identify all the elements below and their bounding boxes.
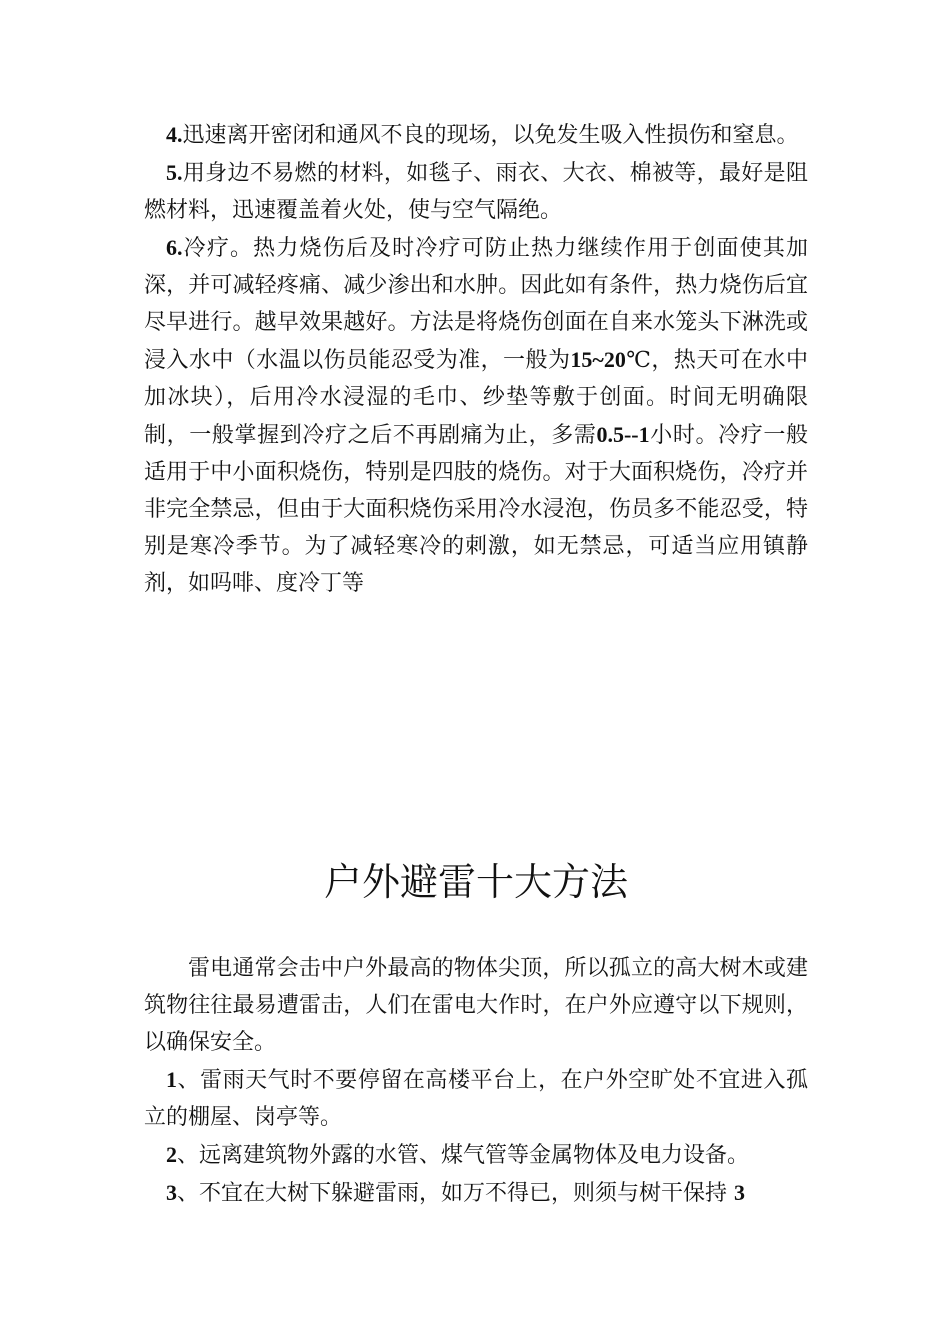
- item-number: 4.: [166, 122, 183, 147]
- item-number: 2: [166, 1142, 177, 1167]
- list-item-5: [144, 154, 808, 229]
- distance-value: 3: [734, 1180, 746, 1205]
- item-text: 小时。冷疗一般适用于中小面积烧伤，特别是四肢的烧伤。对于大面积烧伤，冷疗并非完全禁忌，但由于大面积烧伤采用冷水浸泡，伤员多不能忍受，特别是寒冷季节。为了减轻寒冷的刺激，如无禁忌，可适当应用镇静剂，如吗啡、度冷丁等: [144, 423, 808, 596]
- intro-paragraph: 雷电通常会击中户外最高的物体尖顶，所以孤立的高大树木或建筑物往往最易遭雷击，人们在雷电大作时，在户外应遵守以下规则，以确保安全。: [144, 956, 808, 1055]
- list-item-1: [144, 1061, 808, 1136]
- first-aid-list: [144, 116, 808, 602]
- water-temperature: 15~20: [570, 347, 626, 372]
- list-item-4: [144, 116, 808, 154]
- item-text: 、远离建筑物外露的水管、煤气管等金属物体及电力设备。: [177, 1143, 750, 1168]
- item-text: 、不宜在大树下躲避雷雨，如万不得已，则须与树干保持: [177, 1181, 728, 1206]
- item-number: 3: [166, 1180, 177, 1205]
- item-number: 1: [166, 1067, 177, 1092]
- item-text: 、雷雨天气时不要停留在高楼平台上，在户外空旷处不宜进入孤立的棚屋、岗亭等。: [144, 1068, 808, 1130]
- item-number: 5.: [166, 160, 183, 185]
- item-text: 用身边不易燃的材料，如毯子、雨衣、大衣、棉被等，最好是阻燃材料，迅速覆盖着火处，使与空气隔绝。: [144, 161, 808, 223]
- lightning-safety-section: [144, 950, 808, 1212]
- item-text: 迅速离开密闭和通风不良的现场，以免发生吸入性损伤和窒息。: [182, 123, 799, 148]
- list-item-6: [144, 229, 808, 602]
- item-text: 冷疗。热力烧伤后及时冷疗可防止热力继续作用于创面使其加深，并可减轻疼痛、减少渗出和水肿。因此如有条件，热力烧伤后宜尽早进行。越早效果越好。方法是将烧伤创面在自来水笼头下淋洗或浸入水中（水温以伤员能忍受为准，一般为: [144, 236, 808, 373]
- item-number: 6.: [166, 235, 183, 260]
- cooling-duration: 0.5--1: [596, 422, 650, 447]
- list-item-3: [144, 1174, 808, 1212]
- section-title: 户外避雷十大方法: [323, 860, 628, 904]
- list-item-2: [144, 1136, 808, 1174]
- item-text: ℃，热天可在水中加冰块），后用冷水浸湿的毛巾、纱垫等敷于创面。时间无明确限制，一般掌握到冷疗之后不再剧痛为止，多需: [144, 348, 808, 448]
